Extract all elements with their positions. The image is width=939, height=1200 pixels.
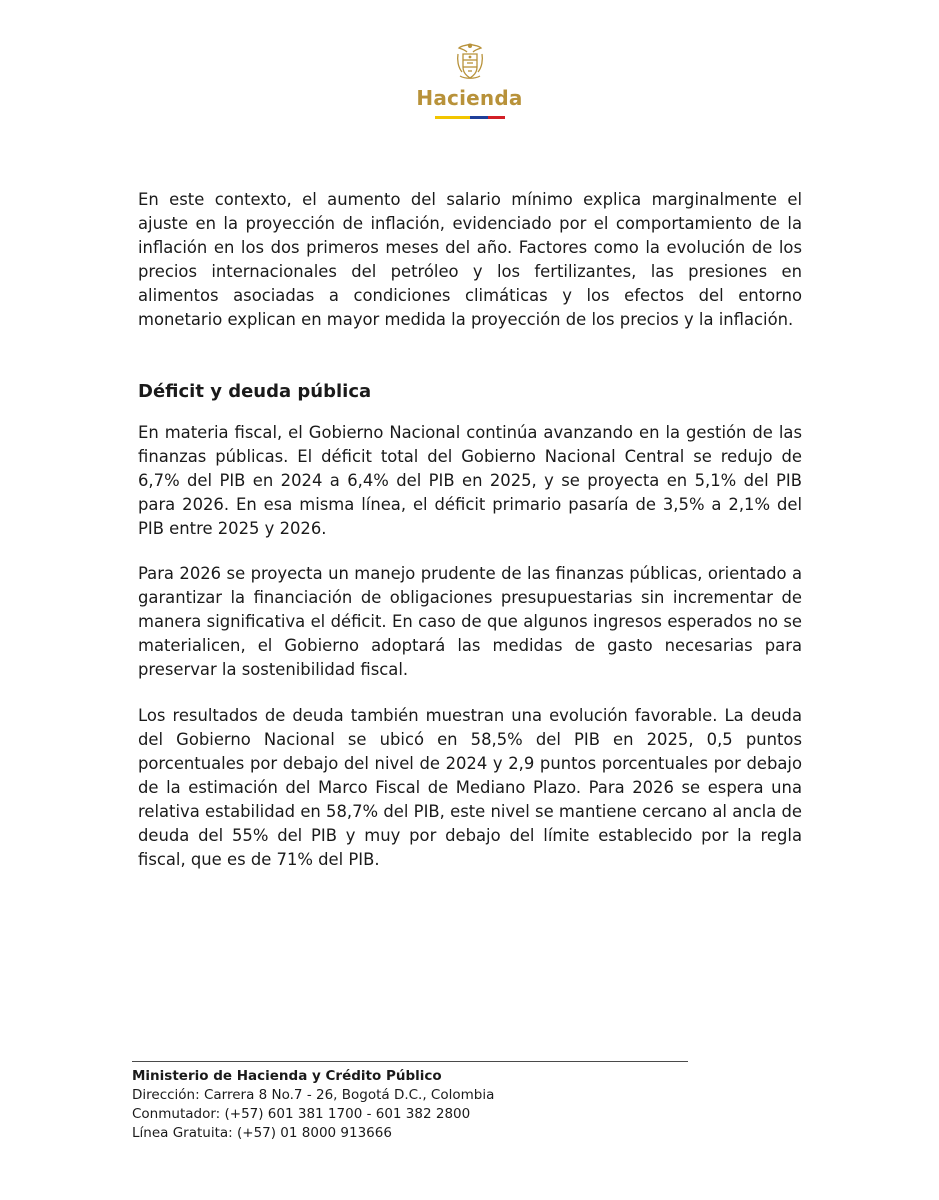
footer-address: Dirección: Carrera 8 No.7 - 26, Bogotá D.C., Colombia — [132, 1087, 495, 1103]
section-title: Déficit y deuda pública — [138, 380, 372, 402]
paragraph-fiscal-management: Para 2026 se proyecta un manejo prudente de las finanzas públicas, orientado a garantizar la financiación de obligaciones presupuestarias sin incrementar de manera significativa el déficit. En caso de que algunos ingresos esperados no se materialicen, el Gobierno adoptará las medidas de gasto necesarias para preservar la sostenibilidad fiscal. — [138, 564, 802, 680]
brand-name: Hacienda — [416, 86, 523, 110]
flag-stripe — [435, 116, 505, 119]
footer-divider — [132, 1061, 688, 1062]
paragraph-debt: Los resultados de deuda también muestran una evolución favorable. La deuda del Gobierno Nacional se ubicó en 58,5% del PIB en 2025, 0,5 puntos porcentuales por debajo del nivel de 2024 y 2,9 puntos porcentuales por debajo de la estimación del Marco Fiscal de Mediano Plazo. Para 2026 se espera una relativa estabilidad en 58,7% del PIB, este nivel se mantiene cercano al ancla de deuda del 55% del PIB y muy por debajo del límite establecido por la regla fiscal, que es de 71% del PIB. — [138, 705, 802, 870]
footer — [132, 1061, 692, 1143]
paragraph-fiscal-deficit: En materia fiscal, el Gobierno Nacional continúa avanzando en la gestión de las finanzas públicas. El déficit total del Gobierno Nacional Central se redujo de 6,7% del PIB en 2024 a 6,4% del PIB en 2025, y se proyecta en 5,1% del PIB para 2026. En esa misma línea, el déficit primario pasaría de 3,5% a 2,1% del PIB entre 2025 y 2026. — [138, 422, 802, 538]
footer-switchboard: Conmutador: (+57) 601 381 1700 - 601 382 2800 — [132, 1106, 471, 1122]
footer-toll-free: Línea Gratuita: (+57) 01 8000 913666 — [132, 1125, 392, 1141]
flag-yellow — [435, 116, 470, 119]
coat-of-arms-icon — [450, 40, 490, 84]
flag-red — [488, 116, 505, 119]
footer-title: Ministerio de Hacienda y Crédito Público — [132, 1068, 442, 1084]
paragraph-inflation: En este contexto, el aumento del salario mínimo explica marginalmente el ajuste en la proyección de inflación, evidenciado por el comportamiento de la inflación en los dos primeros meses del año. Factores como la evolución de los precios internacionales del petróleo y los fertilizantes, las presiones en alimentos asociadas a condiciones climáticas y los efectos del entorno monetario explican en mayor medida la proyección de los precios y la inflación. — [138, 190, 802, 330]
flag-blue — [470, 116, 488, 119]
document-body — [138, 188, 802, 872]
letterhead — [0, 40, 939, 119]
